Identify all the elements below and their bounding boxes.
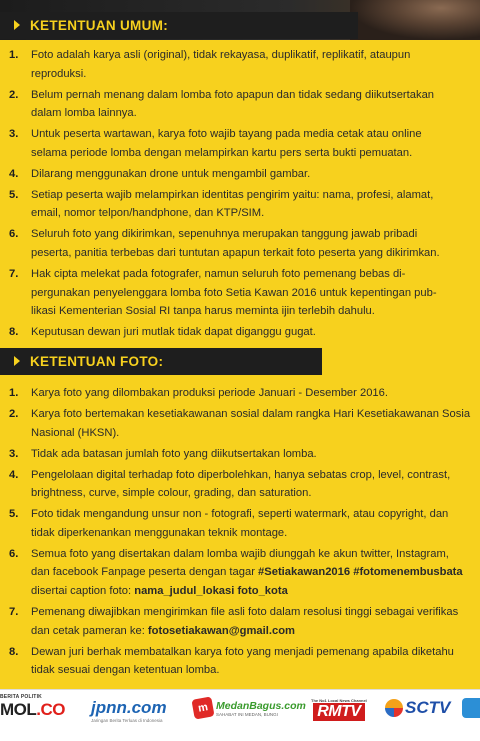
mol-name: MOL <box>0 700 37 719</box>
ketentuan-umum-list <box>0 46 480 344</box>
sctv-name: SCTV <box>405 698 451 717</box>
rule-item <box>0 186 480 223</box>
rule-text-line: Nasional (HKSN). <box>31 426 120 439</box>
rule-text-line: selama periode lomba dengan melampirkan kartu pers serta bukti pemuatan. <box>31 146 413 159</box>
rmtv-tagline: The No1 Local News Channel <box>311 698 367 703</box>
rule-number: 5. <box>9 508 19 521</box>
rule-number: 3. <box>9 447 19 460</box>
rule-item <box>0 86 480 123</box>
rmtv-name: RMTV <box>313 703 364 721</box>
rule-item <box>0 165 480 184</box>
rule-text-line: tidak diperkenankan menggunakan teknik montage. <box>31 526 288 539</box>
section-title: KETENTUAN FOTO: <box>30 354 164 369</box>
rule-text-line: Pemenang diwajibkan mengirimkan file asli foto dalam resolusi tinggi sebagai verifikas <box>31 606 459 619</box>
section-header-ketentuan-umum <box>0 12 358 39</box>
rmtv-logo[interactable] <box>311 698 367 721</box>
rule-item <box>0 323 480 342</box>
rule-item <box>0 405 480 442</box>
rule-number: 4. <box>9 468 19 481</box>
medanbagus-subtitle: SAHABAT INI MEDAN, BUNGI <box>216 711 278 717</box>
partner-logo-partial[interactable] <box>462 698 480 718</box>
rule-text-line: pergunakan penyelenggara lomba foto Setia Kawan 2016 untuk kepentingan pub- <box>31 286 437 299</box>
rule-number: 2. <box>9 88 19 101</box>
rule-text-line: brightness, curve, simple colour, grading, dan saturation. <box>31 487 312 500</box>
rule-text-line: Foto tidak mengandung unsur non - fotografi, seperti watermark, atau copyright, dan <box>31 508 449 521</box>
section-title: KETENTUAN UMUM: <box>30 18 168 33</box>
rule-item <box>0 466 480 503</box>
rule-text-line: Semua foto yang disertakan dalam lomba wajib diunggah ke akun twitter, Instagram, <box>31 547 449 560</box>
jpnn-subtitle: Jaringan Berita Terluas di Indonesia <box>91 718 163 723</box>
rule-text-line: reproduksi. <box>31 67 87 80</box>
rule-text-line: dan cetak pameran ke: fotosetiakawan@gmail.com <box>31 624 295 637</box>
rule-number: 3. <box>9 128 19 141</box>
rule-text-line: Seluruh foto yang dikirimkan, sepenuhnya merupakan tanggung jawab pribadi <box>31 228 418 241</box>
rule-number: 6. <box>9 547 19 560</box>
rule-item <box>0 545 480 601</box>
rule-text-line: peserta, panitia terbebas dari tuntutan apapun terkait foto peserta yang dikirimkan. <box>31 246 440 259</box>
sctv-logo[interactable] <box>385 698 450 718</box>
arrow-icon <box>14 356 20 366</box>
rule-number: 1. <box>9 387 19 399</box>
sponsor-logo-bar <box>0 689 480 741</box>
rule-text-line: email, nomor telpon/handphone, dan KTP/SIM. <box>31 207 265 220</box>
rule-text-line: Dilarang menggunakan drone untuk mengambil gambar. <box>31 167 311 180</box>
mol-tagline: BERITA POLITIK <box>0 694 42 700</box>
rule-text-line: Pengelolaan digital terhadap foto diperbolehkan, hanya sebatas crop, level, contrast, <box>31 468 451 481</box>
rule-item <box>0 46 480 83</box>
rule-text-line: Foto adalah karya asli (original), tidak rekayasa, duplikatif, replikatif, ataupun <box>31 49 411 61</box>
rule-number: 2. <box>9 408 19 421</box>
rule-text-line: likasi Kementerian Sosial RI tanpa harus meminta ijin terlebih dahulu. <box>31 305 375 318</box>
rule-item <box>0 384 480 403</box>
rule-text-line: Hak cipta melekat pada fotografer, namun seluruh foto pemenang bebas di- <box>31 268 406 281</box>
section-header-ketentuan-foto <box>0 348 322 375</box>
rule-text-line: Tidak ada batasan jumlah foto yang diikutsertakan lomba. <box>31 447 317 460</box>
photo-subject <box>350 0 480 40</box>
rule-item <box>0 445 480 464</box>
rule-item <box>0 505 480 542</box>
partner-mark-icon <box>462 698 480 718</box>
medanbagus-logo[interactable] <box>193 698 306 718</box>
rule-number: 8. <box>9 645 19 658</box>
mol-suffix: .CO <box>36 700 66 719</box>
arrow-icon <box>14 20 20 30</box>
rule-text-line: Karya foto yang dilombakan produksi periode Januari - Desember 2016. <box>31 387 388 399</box>
ketentuan-foto-list <box>0 384 480 682</box>
sctv-mark-icon <box>385 699 403 717</box>
rule-item <box>0 643 480 680</box>
jpnn-logo[interactable] <box>91 698 167 723</box>
rule-number: 8. <box>9 326 19 339</box>
rule-number: 7. <box>9 606 19 619</box>
rule-number: 6. <box>9 228 19 241</box>
rule-item <box>0 125 480 162</box>
rule-text-line: Belum pernah menang dalam lomba foto apapun dan tidak sedang diikutsertakan <box>31 88 435 101</box>
jpnn-name: jpnn.com <box>91 698 167 717</box>
medanbagus-mark-icon: m <box>191 696 214 719</box>
mol-logo[interactable] <box>0 694 65 720</box>
rule-item <box>0 603 480 640</box>
rule-text-line: Setiap peserta wajib melampirkan identitas pengirim yaitu: nama, profesi, alamat, <box>31 188 434 201</box>
rule-number: 4. <box>9 167 19 180</box>
rule-number: 1. <box>9 49 19 61</box>
medanbagus-name: MedanBagus.com <box>216 699 306 712</box>
rule-text-line: Untuk peserta wartawan, karya foto wajib tayang pada media cetak atau online <box>31 128 422 141</box>
rule-text-line: tidak sesuai dengan ketentuan lomba. <box>31 664 220 677</box>
rule-number: 5. <box>9 188 19 201</box>
rule-text-line: dalam lomba lainnya. <box>31 107 137 120</box>
rule-item <box>0 265 480 321</box>
rule-text-line: Keputusan dewan juri mutlak tidak dapat diganggu gugat. <box>31 326 316 339</box>
rule-number: 7. <box>9 268 19 281</box>
rule-text-line: disertai caption foto: nama_judul_lokasi foto_kota <box>31 584 288 597</box>
rule-text-line: dan facebook Fanpage peserta dengan tagar #Setiakawan2016 #fotomenembusbata <box>31 566 463 579</box>
rule-text-line: Dewan juri berhak membatalkan karya foto yang menjadi pemenang apabila diketahu <box>31 645 454 658</box>
rule-item <box>0 225 480 262</box>
rule-text-line: Karya foto bertemakan kesetiakawanan sosial dalam rangka Hari Kesetiakawanan Sosia <box>31 408 471 421</box>
